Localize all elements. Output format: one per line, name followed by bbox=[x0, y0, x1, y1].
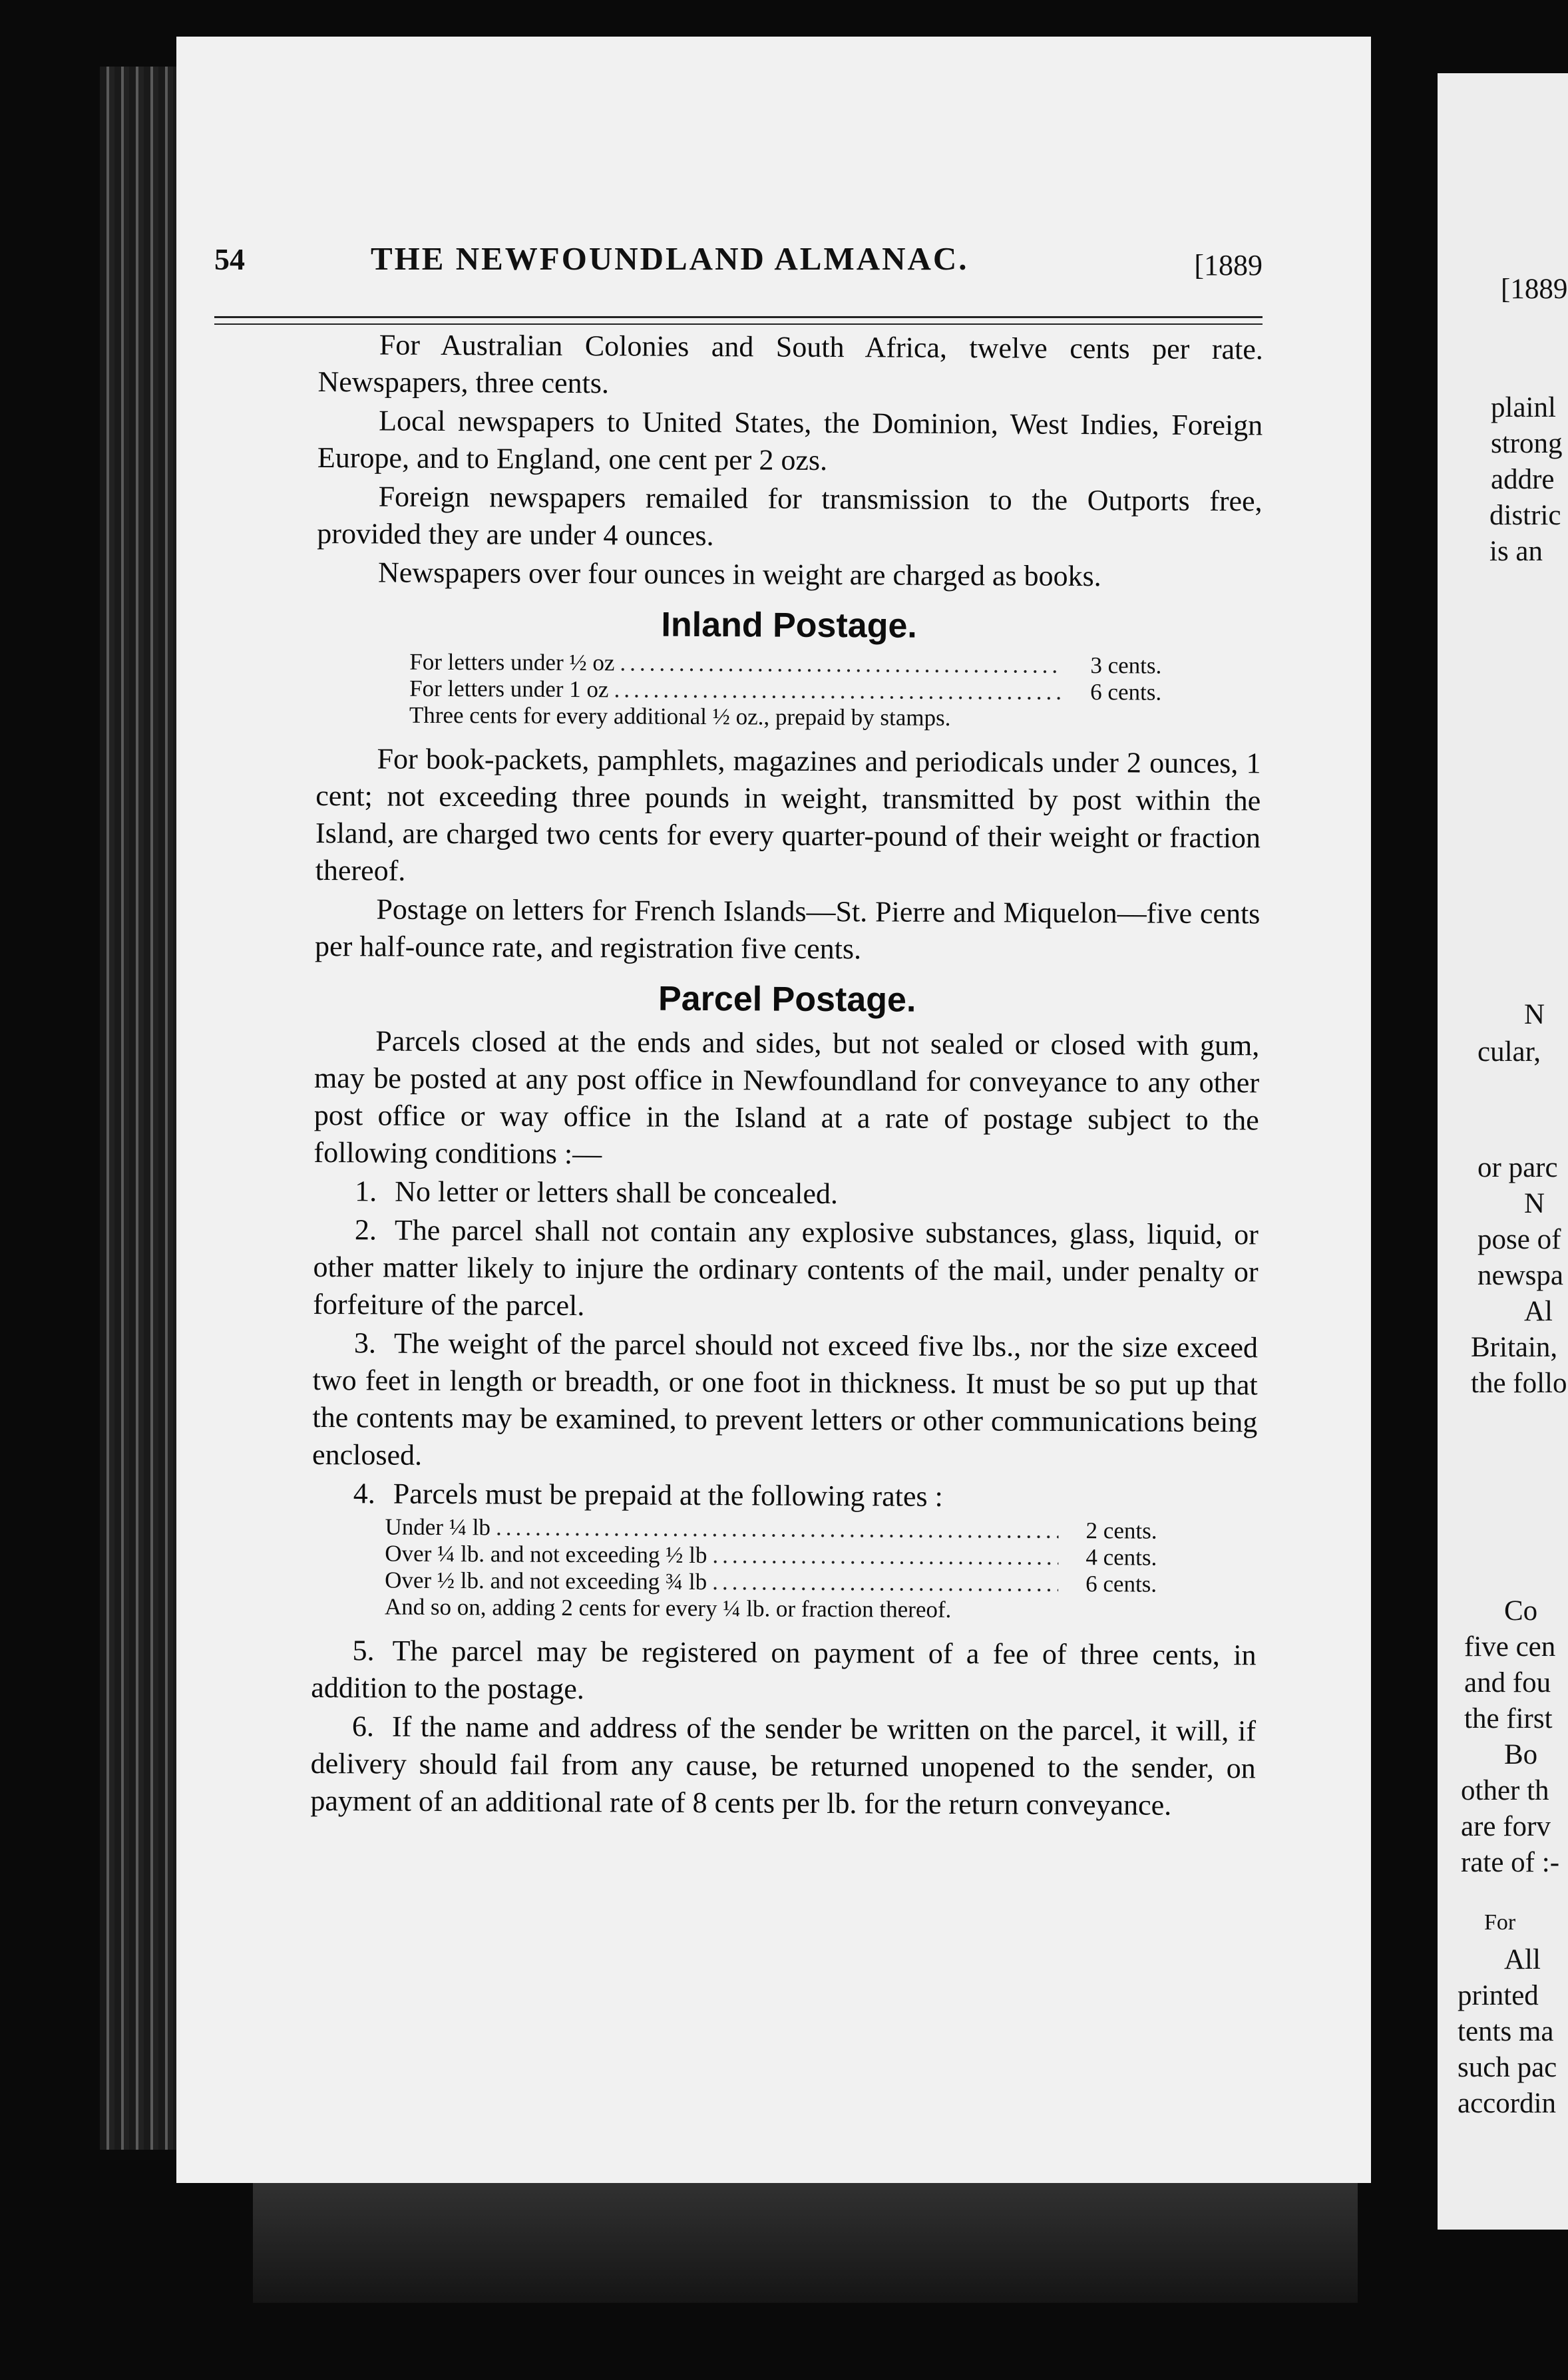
rate-value: 2 cents. bbox=[1085, 1517, 1157, 1544]
rate-row bbox=[409, 649, 1161, 680]
page-header bbox=[214, 236, 1263, 282]
condition-text: The parcel shall not contain any explosive substances, glass, liquid, or other matter likely to injure the ordinary contents of the mail, under penalty or forfeiture of the parcel. bbox=[313, 1213, 1259, 1322]
page-body bbox=[310, 326, 1263, 1826]
facing-line: is an bbox=[1489, 536, 1543, 567]
facing-line: strong bbox=[1491, 428, 1563, 459]
facing-line: printed bbox=[1458, 1980, 1539, 2011]
paragraph: Newspapers over four ounces in weight are charged as books. bbox=[377, 556, 1101, 593]
header-rule bbox=[214, 316, 1263, 318]
condition-text: If the name and address of the sender be written on the parcel, it will, if delivery should fail from any cause, be returned unopened to the sender, on payment of an additional rate of 8 cents per lb. for the return conveyance. bbox=[310, 1710, 1257, 1822]
facing-line: For bbox=[1484, 1910, 1516, 1935]
facing-line: rate of :- bbox=[1461, 1847, 1560, 1878]
rate-label: For letters under 1 oz bbox=[409, 675, 609, 703]
facing-line: N bbox=[1524, 999, 1545, 1030]
condition-number: 5. bbox=[352, 1634, 375, 1667]
condition-text: The weight of the parcel should not exceed five lbs., nor the size exceed two feet in length or breadth, or one foot in thickness. It must be so put up that the contents may be examined, to prevent letters or other communications being enclosed. bbox=[311, 1326, 1259, 1472]
parcel-rate-table bbox=[385, 1514, 1157, 1625]
facing-line: plainl bbox=[1491, 392, 1556, 423]
rate-note: Three cents for every additional ½ oz., prepaid by stamps. bbox=[409, 701, 951, 731]
condition-item bbox=[312, 1324, 1258, 1478]
rate-value: 3 cents. bbox=[1090, 652, 1162, 679]
facing-line: such pac bbox=[1458, 2052, 1557, 2083]
paragraph: Postage on letters for French Islands—St. Pierre and Miquelon—five cents per half-ounce rate, and registration five cents. bbox=[314, 892, 1261, 966]
paragraph: Foreign newspapers remailed for transmission to the Outports free, provided they are under 4 ounces. bbox=[317, 480, 1263, 552]
leader-dots bbox=[712, 1569, 1058, 1597]
facing-line: Al bbox=[1524, 1296, 1553, 1327]
rate-row bbox=[385, 1514, 1157, 1545]
paragraph: Parcels closed at the ends and sides, but not sealed or closed with gum, may be posted at any post office in Newfoundland for conveyance to any other post office or way office in the Island at a rate of postage subject to the following conditions :— bbox=[313, 1024, 1260, 1171]
paragraph: For Australian Colonies and South Africa, twelve cents per rate. Newspapers, three cents. bbox=[317, 328, 1263, 400]
rate-row bbox=[385, 1541, 1157, 1571]
rate-label: Over ¼ lb. and not exceeding ½ lb bbox=[385, 1540, 707, 1569]
condition-text: Parcels must be prepaid at the following rates : bbox=[393, 1477, 943, 1513]
condition-number: 6. bbox=[351, 1710, 375, 1743]
facing-line: addre bbox=[1491, 464, 1555, 495]
section-heading-inland: Inland Postage. bbox=[661, 605, 917, 646]
condition-item bbox=[310, 1708, 1256, 1824]
rate-row bbox=[385, 1567, 1157, 1598]
leader-dots bbox=[712, 1542, 1058, 1571]
paragraph: For book-packets, pamphlets, magazines and periodicals under 2 ounces, 1 cent; not exceeding three pounds in weight, transmitted by post within the Island, are charged two cents for every quarter-pound of their weight or fraction thereof. bbox=[315, 742, 1261, 887]
facing-line: Co bbox=[1504, 1595, 1538, 1627]
page-number: 54 bbox=[214, 242, 245, 276]
condition-item bbox=[312, 1475, 1257, 1517]
condition-text: No letter or letters shall be concealed. bbox=[395, 1175, 839, 1211]
facing-line: cular, bbox=[1477, 1036, 1541, 1068]
rate-label: For letters under ½ oz bbox=[409, 648, 615, 676]
rate-note: And so on, adding 2 cents for every ¼ lb. or fraction thereof. bbox=[384, 1593, 952, 1623]
facing-line: N bbox=[1524, 1188, 1545, 1219]
rate-value: 6 cents. bbox=[1090, 679, 1162, 705]
condition-number: 2. bbox=[354, 1213, 377, 1247]
condition-number: 3. bbox=[353, 1326, 377, 1360]
facing-line: are forv bbox=[1461, 1811, 1551, 1842]
facing-line: Britain, bbox=[1471, 1332, 1558, 1363]
rate-label: Under ¼ lb bbox=[385, 1513, 491, 1541]
leader-dots bbox=[620, 650, 1063, 678]
condition-number: 1. bbox=[355, 1175, 377, 1208]
rate-value: 4 cents. bbox=[1085, 1544, 1157, 1571]
facing-line: [1889 bbox=[1501, 274, 1568, 305]
facing-line: five cen bbox=[1464, 1631, 1556, 1663]
facing-line: distric bbox=[1489, 500, 1561, 531]
inland-rate-table bbox=[409, 649, 1162, 733]
condition-text: The parcel may be registered on payment of a fee of three cents, in addition to the postage. bbox=[311, 1634, 1257, 1706]
facing-line: other th bbox=[1461, 1775, 1549, 1806]
condition-item bbox=[313, 1211, 1259, 1328]
rate-row bbox=[409, 676, 1161, 706]
condition-item bbox=[311, 1632, 1257, 1711]
facing-line: and fou bbox=[1464, 1667, 1551, 1698]
header-year: [1889 bbox=[1194, 249, 1263, 282]
facing-line: the first bbox=[1464, 1703, 1553, 1734]
header-rule-thin bbox=[214, 323, 1263, 325]
facing-line: or parc bbox=[1477, 1152, 1558, 1183]
rate-label: Over ½ lb. and not exceeding ¾ lb bbox=[385, 1567, 707, 1595]
facing-page bbox=[1438, 73, 1568, 2230]
paragraph: Local newspapers to United States, the Dominion, West Indies, Foreign Europe, and to England, one cent per 2 ozs. bbox=[317, 404, 1263, 477]
facing-line: newspa bbox=[1477, 1260, 1563, 1291]
section-heading-parcel: Parcel Postage. bbox=[658, 979, 916, 1020]
facing-line: tents ma bbox=[1458, 2016, 1554, 2047]
leader-dots bbox=[614, 676, 1063, 705]
facing-line: accordin bbox=[1458, 2088, 1557, 2119]
condition-item bbox=[313, 1173, 1259, 1215]
leader-dots bbox=[496, 1514, 1059, 1543]
facing-line: All bbox=[1504, 1944, 1541, 1975]
facing-line: pose of bbox=[1477, 1224, 1561, 1255]
rate-value: 6 cents. bbox=[1085, 1571, 1157, 1597]
facing-line: Bo bbox=[1504, 1739, 1538, 1770]
facing-line: the follo bbox=[1471, 1368, 1567, 1399]
condition-number: 4. bbox=[353, 1477, 375, 1510]
running-title: THE NEWFOUNDLAND ALMANAC. bbox=[371, 240, 969, 277]
